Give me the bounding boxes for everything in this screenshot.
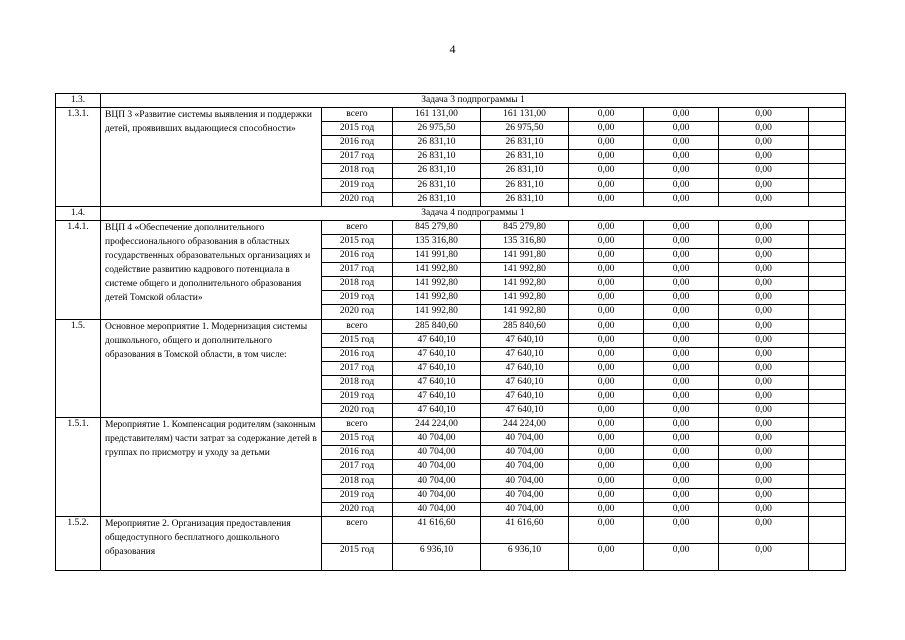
empty-cell bbox=[809, 404, 846, 418]
period-cell: 2019 год bbox=[322, 291, 393, 305]
regional-budget-cell: 161 131,00 bbox=[481, 108, 569, 122]
value-cell: 0,00 bbox=[569, 164, 644, 178]
empty-cell bbox=[809, 108, 846, 122]
value-cell: 0,00 bbox=[644, 474, 719, 488]
task-number: 1.3. bbox=[56, 94, 101, 108]
total-cell: 141 992,80 bbox=[393, 277, 481, 291]
empty-cell bbox=[809, 333, 846, 347]
period-cell: 2017 год bbox=[322, 361, 393, 375]
value-cell: 0,00 bbox=[719, 516, 809, 543]
value-cell: 0,00 bbox=[569, 404, 644, 418]
empty-cell bbox=[809, 150, 846, 164]
value-cell: 0,00 bbox=[569, 234, 644, 248]
value-cell: 0,00 bbox=[644, 347, 719, 361]
period-cell: 2018 год bbox=[322, 474, 393, 488]
value-cell: 0,00 bbox=[644, 460, 719, 474]
table-row bbox=[56, 516, 846, 543]
item-number: 1.5. bbox=[56, 319, 101, 418]
table-row bbox=[56, 220, 846, 234]
total-cell: 40 704,00 bbox=[393, 460, 481, 474]
value-cell: 0,00 bbox=[644, 234, 719, 248]
task-row bbox=[56, 206, 846, 220]
total-cell: 47 640,10 bbox=[393, 375, 481, 389]
value-cell: 0,00 bbox=[719, 150, 809, 164]
item-description: ВЦП 3 «Развитие системы выявления и поддержки детей, проявивших выдающиеся способности» bbox=[101, 108, 322, 207]
value-cell: 0,00 bbox=[644, 319, 719, 333]
empty-cell bbox=[809, 488, 846, 502]
value-cell: 0,00 bbox=[569, 277, 644, 291]
value-cell: 0,00 bbox=[644, 502, 719, 516]
value-cell: 0,00 bbox=[569, 122, 644, 136]
value-cell: 0,00 bbox=[719, 263, 809, 277]
period-cell: всего bbox=[322, 319, 393, 333]
total-cell: 26 831,10 bbox=[393, 164, 481, 178]
item-number: 1.3.1. bbox=[56, 108, 101, 207]
period-cell: 2018 год bbox=[322, 375, 393, 389]
total-cell: 285 840,60 bbox=[393, 319, 481, 333]
total-cell: 26 831,10 bbox=[393, 136, 481, 150]
empty-cell bbox=[809, 234, 846, 248]
total-cell: 141 992,80 bbox=[393, 291, 481, 305]
regional-budget-cell: 47 640,10 bbox=[481, 389, 569, 403]
task-title: Задача 3 подпрограммы 1 bbox=[101, 94, 846, 108]
value-cell: 0,00 bbox=[569, 432, 644, 446]
period-cell: 2019 год bbox=[322, 178, 393, 192]
value-cell: 0,00 bbox=[644, 108, 719, 122]
period-cell: 2017 год bbox=[322, 263, 393, 277]
empty-cell bbox=[809, 305, 846, 319]
period-cell: 2020 год bbox=[322, 502, 393, 516]
value-cell: 0,00 bbox=[569, 347, 644, 361]
total-cell: 141 991,80 bbox=[393, 249, 481, 263]
value-cell: 0,00 bbox=[719, 432, 809, 446]
value-cell: 0,00 bbox=[644, 488, 719, 502]
value-cell: 0,00 bbox=[569, 178, 644, 192]
total-cell: 141 992,80 bbox=[393, 263, 481, 277]
value-cell: 0,00 bbox=[644, 220, 719, 234]
value-cell: 0,00 bbox=[719, 543, 809, 570]
value-cell: 0,00 bbox=[644, 178, 719, 192]
value-cell: 0,00 bbox=[644, 446, 719, 460]
value-cell: 0,00 bbox=[719, 389, 809, 403]
value-cell: 0,00 bbox=[644, 277, 719, 291]
regional-budget-cell: 141 992,80 bbox=[481, 277, 569, 291]
value-cell: 0,00 bbox=[644, 150, 719, 164]
value-cell: 0,00 bbox=[644, 389, 719, 403]
empty-cell bbox=[809, 389, 846, 403]
value-cell: 0,00 bbox=[644, 543, 719, 570]
period-cell: всего bbox=[322, 220, 393, 234]
value-cell: 0,00 bbox=[719, 347, 809, 361]
item-number: 1.5.1. bbox=[56, 418, 101, 517]
empty-cell bbox=[809, 249, 846, 263]
regional-budget-cell: 26 831,10 bbox=[481, 150, 569, 164]
regional-budget-cell: 141 992,80 bbox=[481, 263, 569, 277]
total-cell: 141 992,80 bbox=[393, 305, 481, 319]
period-cell: 2019 год bbox=[322, 488, 393, 502]
value-cell: 0,00 bbox=[569, 488, 644, 502]
total-cell: 47 640,10 bbox=[393, 361, 481, 375]
value-cell: 0,00 bbox=[719, 418, 809, 432]
regional-budget-cell: 26 831,10 bbox=[481, 192, 569, 206]
item-number: 1.5.2. bbox=[56, 516, 101, 570]
item-description: Основное мероприятие 1. Модернизация системы дошкольного, общего и дополнительного образования в Томской области, в том числе: bbox=[101, 319, 322, 418]
empty-cell bbox=[809, 474, 846, 488]
table-row bbox=[56, 418, 846, 432]
regional-budget-cell: 285 840,60 bbox=[481, 319, 569, 333]
value-cell: 0,00 bbox=[719, 136, 809, 150]
value-cell: 0,00 bbox=[644, 516, 719, 543]
value-cell: 0,00 bbox=[569, 263, 644, 277]
value-cell: 0,00 bbox=[644, 263, 719, 277]
regional-budget-cell: 244 224,00 bbox=[481, 418, 569, 432]
empty-cell bbox=[809, 375, 846, 389]
value-cell: 0,00 bbox=[719, 192, 809, 206]
value-cell: 0,00 bbox=[569, 446, 644, 460]
period-cell: 2017 год bbox=[322, 460, 393, 474]
period-cell: 2015 год bbox=[322, 543, 393, 570]
empty-cell bbox=[809, 164, 846, 178]
value-cell: 0,00 bbox=[719, 277, 809, 291]
empty-cell bbox=[809, 220, 846, 234]
value-cell: 0,00 bbox=[719, 460, 809, 474]
regional-budget-cell: 47 640,10 bbox=[481, 375, 569, 389]
empty-cell bbox=[809, 543, 846, 570]
value-cell: 0,00 bbox=[719, 474, 809, 488]
regional-budget-cell: 26 831,10 bbox=[481, 178, 569, 192]
value-cell: 0,00 bbox=[569, 389, 644, 403]
total-cell: 26 831,10 bbox=[393, 178, 481, 192]
value-cell: 0,00 bbox=[644, 404, 719, 418]
empty-cell bbox=[809, 361, 846, 375]
value-cell: 0,00 bbox=[569, 361, 644, 375]
empty-cell bbox=[809, 516, 846, 543]
regional-budget-cell: 6 936,10 bbox=[481, 543, 569, 570]
regional-budget-cell: 141 991,80 bbox=[481, 249, 569, 263]
total-cell: 47 640,10 bbox=[393, 389, 481, 403]
regional-budget-cell: 40 704,00 bbox=[481, 460, 569, 474]
period-cell: 2015 год bbox=[322, 333, 393, 347]
regional-budget-cell: 141 992,80 bbox=[481, 291, 569, 305]
period-cell: 2017 год bbox=[322, 150, 393, 164]
total-cell: 26 831,10 bbox=[393, 192, 481, 206]
total-cell: 161 131,00 bbox=[393, 108, 481, 122]
period-cell: 2015 год bbox=[322, 432, 393, 446]
regional-budget-cell: 41 616,60 bbox=[481, 516, 569, 543]
task-title: Задача 4 подпрограммы 1 bbox=[101, 206, 846, 220]
total-cell: 41 616,60 bbox=[393, 516, 481, 543]
period-cell: 2016 год bbox=[322, 249, 393, 263]
total-cell: 40 704,00 bbox=[393, 502, 481, 516]
value-cell: 0,00 bbox=[569, 502, 644, 516]
total-cell: 40 704,00 bbox=[393, 474, 481, 488]
regional-budget-cell: 40 704,00 bbox=[481, 446, 569, 460]
total-cell: 47 640,10 bbox=[393, 333, 481, 347]
value-cell: 0,00 bbox=[644, 192, 719, 206]
value-cell: 0,00 bbox=[569, 375, 644, 389]
regional-budget-cell: 26 975,50 bbox=[481, 122, 569, 136]
period-cell: 2016 год bbox=[322, 446, 393, 460]
value-cell: 0,00 bbox=[719, 164, 809, 178]
regional-budget-cell: 47 640,10 bbox=[481, 404, 569, 418]
value-cell: 0,00 bbox=[719, 375, 809, 389]
regional-budget-cell: 845 279,80 bbox=[481, 220, 569, 234]
empty-cell bbox=[809, 178, 846, 192]
empty-cell bbox=[809, 319, 846, 333]
regional-budget-cell: 40 704,00 bbox=[481, 502, 569, 516]
empty-cell bbox=[809, 446, 846, 460]
value-cell: 0,00 bbox=[569, 220, 644, 234]
empty-cell bbox=[809, 460, 846, 474]
empty-cell bbox=[809, 136, 846, 150]
item-description: ВЦП 4 «Обеспечение дополнительного профессионального образования в областных государственных образовательных организациях и содействие развитию кадрового потенциала в системе общего и дополнительного образования детей Томской области» bbox=[101, 220, 322, 319]
item-description: Мероприятие 2. Организация предоставления общедоступного бесплатного дошкольного образования bbox=[101, 516, 322, 570]
value-cell: 0,00 bbox=[719, 122, 809, 136]
table-row bbox=[56, 319, 846, 333]
value-cell: 0,00 bbox=[719, 178, 809, 192]
period-cell: 2016 год bbox=[322, 347, 393, 361]
value-cell: 0,00 bbox=[719, 108, 809, 122]
regional-budget-cell: 47 640,10 bbox=[481, 361, 569, 375]
value-cell: 0,00 bbox=[569, 192, 644, 206]
value-cell: 0,00 bbox=[719, 333, 809, 347]
period-cell: 2016 год bbox=[322, 136, 393, 150]
empty-cell bbox=[809, 432, 846, 446]
value-cell: 0,00 bbox=[719, 488, 809, 502]
value-cell: 0,00 bbox=[644, 375, 719, 389]
regional-budget-cell: 141 992,80 bbox=[481, 305, 569, 319]
table-row bbox=[56, 108, 846, 122]
task-row bbox=[56, 94, 846, 108]
value-cell: 0,00 bbox=[569, 516, 644, 543]
value-cell: 0,00 bbox=[569, 291, 644, 305]
value-cell: 0,00 bbox=[569, 249, 644, 263]
value-cell: 0,00 bbox=[719, 305, 809, 319]
empty-cell bbox=[809, 347, 846, 361]
period-cell: 2020 год bbox=[322, 404, 393, 418]
total-cell: 40 704,00 bbox=[393, 432, 481, 446]
total-cell: 135 316,80 bbox=[393, 234, 481, 248]
value-cell: 0,00 bbox=[569, 150, 644, 164]
empty-cell bbox=[809, 291, 846, 305]
value-cell: 0,00 bbox=[719, 234, 809, 248]
period-cell: 2020 год bbox=[322, 192, 393, 206]
value-cell: 0,00 bbox=[569, 136, 644, 150]
empty-cell bbox=[809, 122, 846, 136]
value-cell: 0,00 bbox=[644, 432, 719, 446]
page-number: 4 bbox=[449, 42, 456, 56]
value-cell: 0,00 bbox=[569, 333, 644, 347]
regional-budget-cell: 40 704,00 bbox=[481, 432, 569, 446]
empty-cell bbox=[809, 502, 846, 516]
total-cell: 244 224,00 bbox=[393, 418, 481, 432]
value-cell: 0,00 bbox=[719, 249, 809, 263]
total-cell: 845 279,80 bbox=[393, 220, 481, 234]
value-cell: 0,00 bbox=[569, 319, 644, 333]
value-cell: 0,00 bbox=[644, 305, 719, 319]
total-cell: 26 975,50 bbox=[393, 122, 481, 136]
value-cell: 0,00 bbox=[719, 220, 809, 234]
value-cell: 0,00 bbox=[569, 543, 644, 570]
period-cell: 2018 год bbox=[322, 164, 393, 178]
value-cell: 0,00 bbox=[644, 361, 719, 375]
regional-budget-cell: 26 831,10 bbox=[481, 136, 569, 150]
regional-budget-cell: 47 640,10 bbox=[481, 347, 569, 361]
value-cell: 0,00 bbox=[644, 164, 719, 178]
regional-budget-cell: 135 316,80 bbox=[481, 234, 569, 248]
budget-table bbox=[55, 93, 846, 571]
value-cell: 0,00 bbox=[569, 460, 644, 474]
value-cell: 0,00 bbox=[644, 122, 719, 136]
value-cell: 0,00 bbox=[569, 108, 644, 122]
value-cell: 0,00 bbox=[644, 333, 719, 347]
period-cell: 2018 год bbox=[322, 277, 393, 291]
value-cell: 0,00 bbox=[719, 291, 809, 305]
task-number: 1.4. bbox=[56, 206, 101, 220]
value-cell: 0,00 bbox=[719, 319, 809, 333]
empty-cell bbox=[809, 192, 846, 206]
value-cell: 0,00 bbox=[644, 136, 719, 150]
total-cell: 47 640,10 bbox=[393, 347, 481, 361]
regional-budget-cell: 47 640,10 bbox=[481, 333, 569, 347]
period-cell: 2015 год bbox=[322, 234, 393, 248]
regional-budget-cell: 26 831,10 bbox=[481, 164, 569, 178]
total-cell: 40 704,00 bbox=[393, 488, 481, 502]
period-cell: 2020 год bbox=[322, 305, 393, 319]
value-cell: 0,00 bbox=[719, 446, 809, 460]
value-cell: 0,00 bbox=[569, 305, 644, 319]
total-cell: 26 831,10 bbox=[393, 150, 481, 164]
value-cell: 0,00 bbox=[719, 404, 809, 418]
empty-cell bbox=[809, 263, 846, 277]
regional-budget-cell: 40 704,00 bbox=[481, 474, 569, 488]
value-cell: 0,00 bbox=[569, 418, 644, 432]
period-cell: всего bbox=[322, 516, 393, 543]
period-cell: всего bbox=[322, 108, 393, 122]
period-cell: 2015 год bbox=[322, 122, 393, 136]
empty-cell bbox=[809, 277, 846, 291]
item-number: 1.4.1. bbox=[56, 220, 101, 319]
value-cell: 0,00 bbox=[644, 418, 719, 432]
value-cell: 0,00 bbox=[719, 502, 809, 516]
period-cell: всего bbox=[322, 418, 393, 432]
total-cell: 6 936,10 bbox=[393, 543, 481, 570]
empty-cell bbox=[809, 418, 846, 432]
value-cell: 0,00 bbox=[719, 361, 809, 375]
item-description: Мероприятие 1. Компенсация родителям (законным представителям) части затрат за содержание детей в группах по присмотру и уходу за детьми bbox=[101, 418, 322, 517]
period-cell: 2019 год bbox=[322, 389, 393, 403]
value-cell: 0,00 bbox=[644, 249, 719, 263]
regional-budget-cell: 40 704,00 bbox=[481, 488, 569, 502]
value-cell: 0,00 bbox=[644, 291, 719, 305]
value-cell: 0,00 bbox=[569, 474, 644, 488]
total-cell: 47 640,10 bbox=[393, 404, 481, 418]
total-cell: 40 704,00 bbox=[393, 446, 481, 460]
